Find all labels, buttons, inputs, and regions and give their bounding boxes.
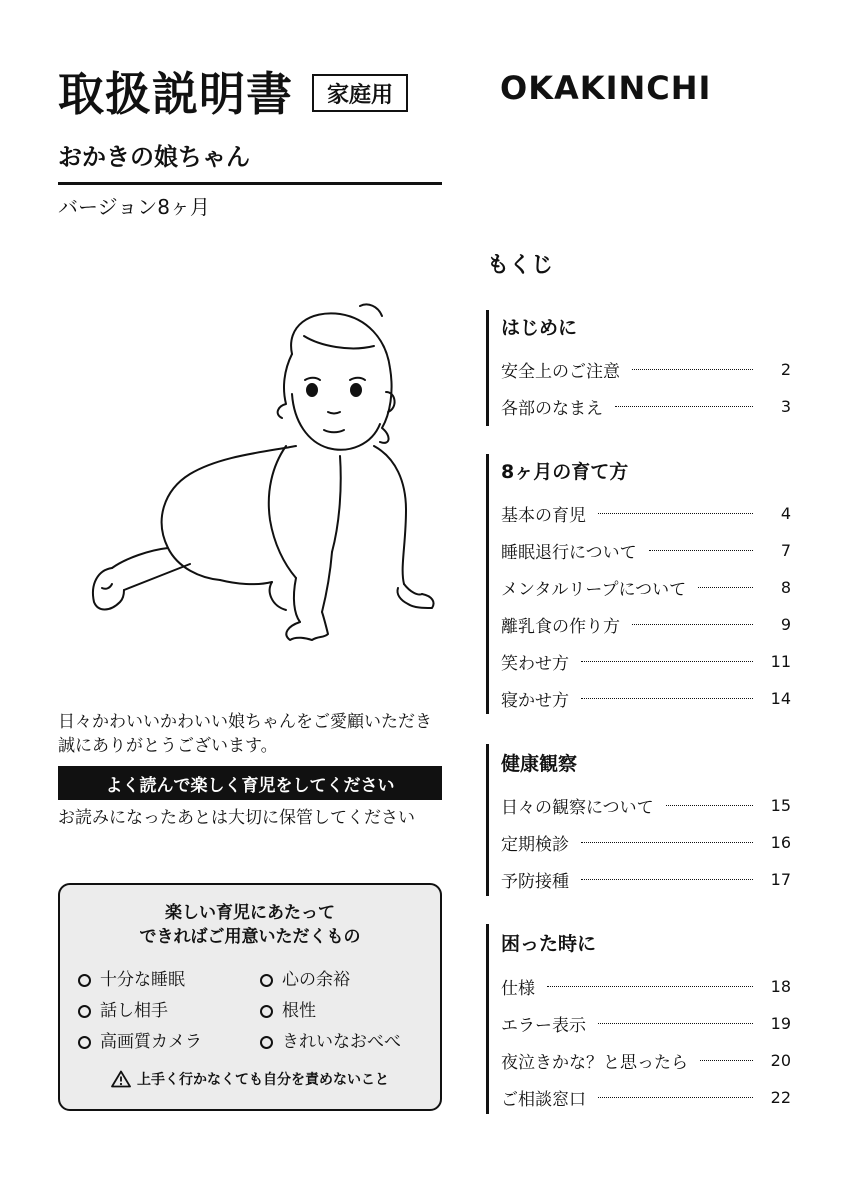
circle-bullet-icon [260, 1005, 273, 1018]
prep-item: 話し相手 [78, 1000, 168, 1022]
keep-manual-note: お読みになったあとは大切に保管してください [58, 808, 415, 828]
circle-bullet-icon [260, 1036, 273, 1049]
toc-entry[interactable]: 夜泣きかな？と思ったら 20 [501, 1050, 791, 1073]
prep-item: きれいなおべべ [260, 1031, 401, 1053]
leader-dots [598, 1097, 753, 1098]
toc-section-heading: はじめに [501, 317, 578, 339]
toc-entry[interactable]: メンタルリープについて 8 [501, 577, 791, 600]
brand-logo: OKAKINCHI [500, 69, 712, 107]
household-use-tag: 家庭用 [312, 74, 408, 112]
circle-bullet-icon [78, 1005, 91, 1018]
toc-title: もくじ [487, 253, 554, 278]
toc-section-heading: 健康観察 [501, 753, 578, 775]
toc-section-heading: 困った時に [501, 933, 597, 955]
toc-entry[interactable]: 寝かせ方 14 [501, 688, 791, 711]
prep-item: 心の余裕 [260, 969, 350, 991]
preparation-heading [60, 901, 440, 949]
toc-entry[interactable]: 各部のなまえ 3 [501, 396, 791, 419]
toc-entry[interactable]: 安全上のご注意 2 [501, 359, 791, 382]
leader-dots [598, 513, 753, 514]
section-bar [486, 924, 489, 1114]
toc-entry[interactable]: 離乳食の作り方 9 [501, 614, 791, 637]
toc-entry[interactable]: 日々の観察について 15 [501, 795, 791, 818]
leader-dots [700, 1060, 753, 1061]
leader-dots [547, 986, 753, 987]
section-bar [486, 310, 489, 426]
toc-section-heading: 8ヶ月の育て方 [501, 461, 629, 483]
leader-dots [581, 698, 753, 699]
preparation-heading-line1: 楽しい育児にあたって [165, 903, 335, 923]
toc-entry[interactable]: 仕様 18 [501, 976, 791, 999]
leader-dots [666, 805, 753, 806]
leader-dots [649, 550, 753, 551]
thanks-message: 日々かわいいかわいい娘ちゃんをご愛顧いただき誠にありがとうございます。 [58, 712, 432, 756]
leader-dots [598, 1023, 753, 1024]
crawling-baby-illustration [60, 296, 440, 656]
prep-item: 十分な睡眠 [78, 969, 185, 991]
product-name: おかきの娘ちゃん [58, 143, 250, 171]
leader-dots [615, 406, 753, 407]
preparation-note: 上手く行かなくても自分を責めないこと [60, 1069, 440, 1089]
leader-dots [581, 879, 753, 880]
warning-icon [111, 1070, 131, 1088]
toc-entry[interactable]: 基本の育児 4 [501, 503, 791, 526]
toc-entry[interactable]: 予防接種 17 [501, 869, 791, 892]
circle-bullet-icon [78, 1036, 91, 1049]
prep-item: 根性 [260, 1000, 316, 1022]
circle-bullet-icon [260, 974, 273, 987]
title-divider [58, 182, 442, 185]
section-bar [486, 454, 489, 714]
leader-dots [581, 842, 753, 843]
toc-entry[interactable]: エラー表示 19 [501, 1013, 791, 1036]
toc-entry[interactable]: ご相談窓口 22 [501, 1087, 791, 1110]
toc-entry[interactable]: 睡眠退行について 7 [501, 540, 791, 563]
manual-title: 取扱説明書 [58, 67, 293, 121]
leader-dots [581, 661, 753, 662]
leader-dots [632, 624, 753, 625]
section-bar [486, 744, 489, 896]
preparation-heading-line2: できればご用意いただくもの [139, 927, 361, 947]
prep-item: 高画質カメラ [78, 1031, 202, 1053]
toc-entry[interactable]: 笑わせ方 11 [501, 651, 791, 674]
version-label: バージョン8ヶ月 [58, 195, 210, 219]
leader-dots [698, 587, 753, 588]
preparation-box [58, 883, 442, 1111]
circle-bullet-icon [78, 974, 91, 987]
toc-entry[interactable]: 定期検診 16 [501, 832, 791, 855]
leader-dots [632, 369, 753, 370]
read-carefully-banner: よく読んで楽しく育児をしてください [58, 766, 442, 800]
